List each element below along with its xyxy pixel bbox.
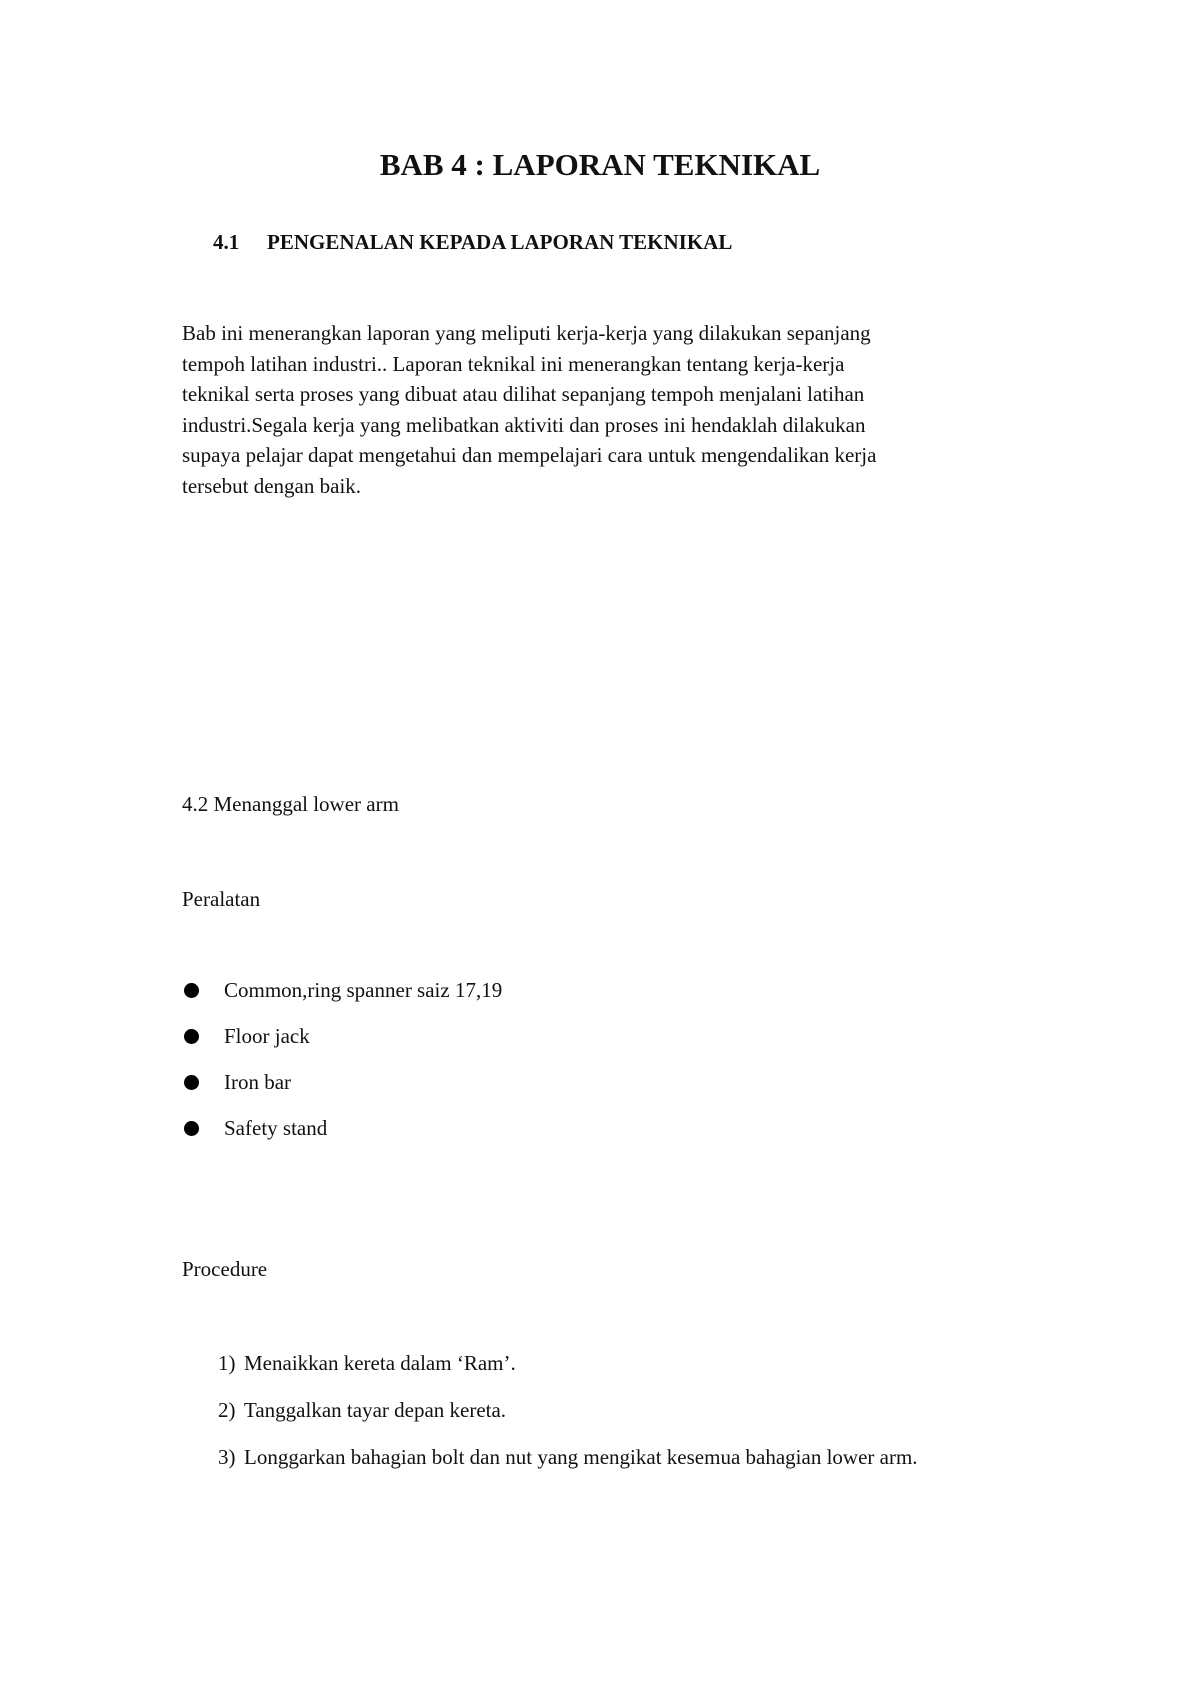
section-number: 4.1 xyxy=(213,230,240,254)
step-text: Menaikkan kereta dalam ‘Ram’. xyxy=(244,1351,516,1375)
step-number: 3) xyxy=(218,1445,236,1469)
bullet-icon xyxy=(184,983,199,998)
chapter-title: BAB 4 : LAPORAN TEKNIKAL xyxy=(379,147,821,182)
tool-text: Iron bar xyxy=(224,1070,292,1094)
step-number: 1) xyxy=(218,1351,236,1375)
bullet-icon xyxy=(184,1029,199,1044)
intro-line: industri.Segala kerja yang melibatkan aktiviti dan proses ini hendaklah dilakukan xyxy=(182,412,866,437)
procedure-label: Procedure xyxy=(182,1257,268,1281)
intro-line: supaya pelajar dapat mengetahui dan mempelajari cara untuk mengendalikan kerja xyxy=(182,443,877,467)
section-heading-4-1 xyxy=(213,228,732,256)
step-number: 2) xyxy=(218,1398,236,1422)
intro-line: Bab ini menerangkan laporan yang meliputi kerja-kerja yang dilakukan sepanjang xyxy=(182,321,871,345)
list-item xyxy=(218,1349,1018,1377)
procedure-steps xyxy=(218,1349,1018,1490)
list-item xyxy=(218,1396,1018,1424)
intro-line: tempoh latihan industri.. Laporan teknikal ini menerangkan tentang kerja-kerja xyxy=(182,351,845,376)
step-text: Tanggalkan tayar depan kereta. xyxy=(244,1398,507,1422)
intro-line: tersebut dengan baik. xyxy=(182,473,362,498)
tools-label: Peralatan xyxy=(182,887,261,911)
section-heading-4-2: 4.2 Menanggal lower arm xyxy=(182,792,399,816)
bullet-icon xyxy=(184,1121,199,1136)
intro-line: teknikal serta proses yang dibuat atau dilihat sepanjang tempoh menjalani latihan xyxy=(182,382,865,406)
intro-paragraph xyxy=(182,318,1012,501)
tool-text: Floor jack xyxy=(224,1024,310,1048)
tool-text: Common,ring spanner saiz 17,19 xyxy=(224,978,503,1002)
tool-text: Safety stand xyxy=(224,1116,328,1140)
bullet-icon xyxy=(184,1075,199,1090)
step-text: Longgarkan bahagian bolt dan nut yang mengikat kesemua bahagian lower arm. xyxy=(244,1445,918,1469)
section-title: PENGENALAN KEPADA LAPORAN TEKNIKAL xyxy=(267,230,733,254)
list-item xyxy=(218,1443,1018,1471)
